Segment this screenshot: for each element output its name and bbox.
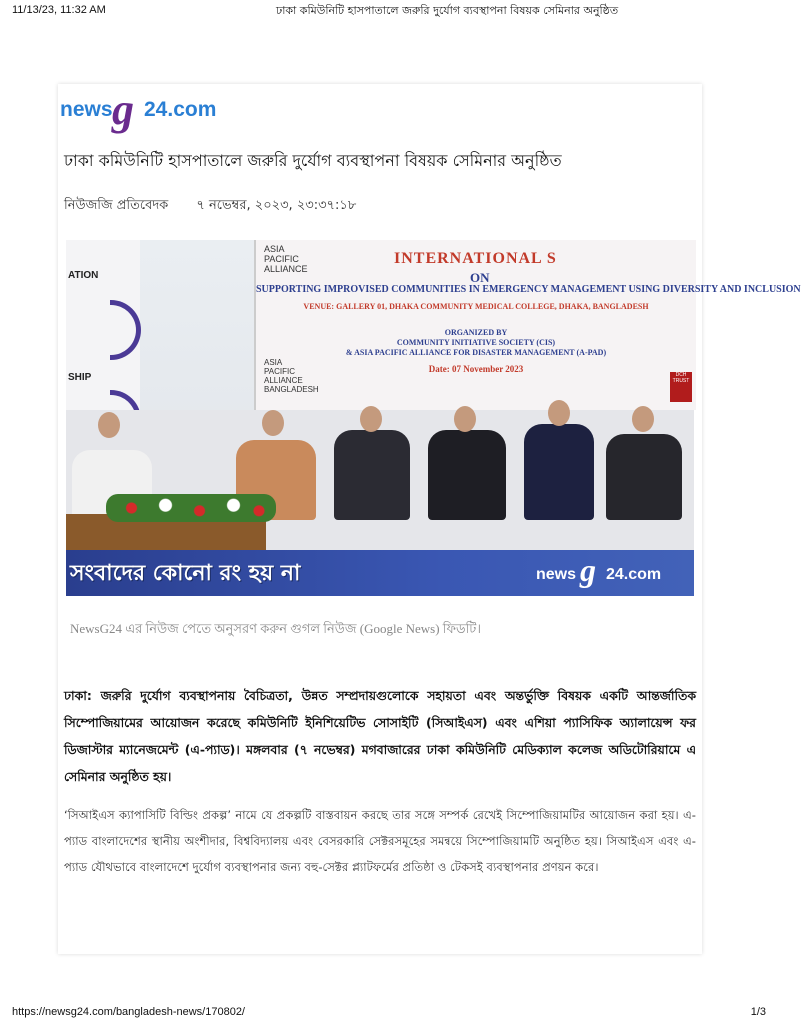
print-footer	[0, 1004, 784, 1024]
banner-on: ON	[470, 270, 490, 285]
panelist-head-4	[548, 400, 570, 426]
flower-arrangement	[106, 494, 276, 522]
panelist-head-2	[360, 406, 382, 432]
apa-bangladesh-logo-text: ASIA PACIFIC ALLIANCE BANGLADESH	[264, 358, 319, 394]
article-date: ৭ নভেম্বর, ২০২৩, ২৩:৩৭:১৮	[196, 198, 357, 213]
event-backdrop-banner	[254, 240, 801, 410]
panelist-figure-5	[606, 434, 682, 520]
slogan-text: সংবাদের কোনো রং হয় না	[70, 561, 301, 586]
speaker-head	[98, 412, 120, 438]
panelist-head-1	[262, 410, 284, 436]
left-banner-text-2: SHIP	[68, 372, 92, 383]
banner-organized-by: ORGANIZED BY	[444, 328, 508, 337]
article-meta	[64, 196, 356, 217]
print-page-title: ঢাকা কমিউনিটি হাসপাতালে জরুরি দুর্যোগ ব্যবস্থাপনা বিষয়ক সেমিনার অনুষ্ঠিত	[276, 4, 619, 17]
banner-org-2: & ASIA PACIFIC ALLIANCE FOR DISASTER MANAGEMENT (A-PAD)	[345, 348, 607, 357]
panelist-figure-2	[334, 430, 410, 520]
article-author: নিউজজি প্রতিবেদক	[64, 198, 169, 213]
print-timestamp: 11/13/23, 11:32 AM	[12, 4, 106, 16]
apa-logo-text: ASIA PACIFIC ALLIANCE	[264, 244, 308, 274]
slogan-strip	[66, 550, 694, 596]
print-page-number: 1/3	[750, 1006, 766, 1018]
article-body-paragraph: ‘সিআইএস ক্যাপাসিটি বিল্ডিং প্রকল্প’ নামে যে প্রকল্পটি বাস্তবায়ন করছে তার সঙ্গে সম্পর্ক রেখেই সিম্পোজিয়ামটির আয়োজন করা হয়। এ-প্যাড বাংলাদেশের স্থানীয় অংশীদার, বিশ্ববিদ্যালয় এবং বেসরকারি সেক্টরসমূহের সমন্বয়ে সিম্পোজিয়ামটি অনুষ্ঠিত হয়। সিআইএস এবং এ-প্যাড যৌথভাবে বাংলাদেশে দুর্যোগ ব্যবস্থাপনার জন্য বহু-সেক্টর প্ল্যাটফর্মের প্রতিষ্ঠা ও টেকসই ব্যবস্থাপনার প্রণয়ন করে।	[64, 808, 696, 874]
left-banner-text-1: ATION	[68, 270, 99, 281]
print-header	[0, 0, 784, 20]
strip-logo-g: g	[580, 552, 596, 588]
stage-scene	[66, 410, 694, 550]
panelist-figure-3	[428, 430, 506, 520]
article-headline: ঢাকা কমিউনিটি হাসপাতালে জরুরি দুর্যোগ ব্যবস্থাপনা বিষয়ক সেমিনার অনুষ্ঠিত	[64, 151, 562, 170]
google-news-follow-link[interactable]: NewsG24 এর নিউজ পেতে অনুসরণ করুন গুগল নিউজ (Google News) ফিডটি।	[70, 621, 482, 636]
left-banner-ring	[110, 300, 141, 360]
banner-subtitle: SUPPORTING IMPROVISED COMMUNITIES IN EMERGENCY MANAGEMENT USING DIVERSITY AND INCLUSION	[256, 284, 801, 295]
banner-title: INTERNATIONAL S	[394, 250, 557, 267]
print-url: https://newsg24.com/bangladesh-news/170802/	[12, 1006, 245, 1018]
panelist-head-3	[454, 406, 476, 432]
article-page	[58, 84, 801, 954]
panelist-figure-4	[524, 424, 594, 520]
banner-org-1: COMMUNITY INITIATIVE SOCIETY (CIS)	[396, 338, 556, 347]
logo-domain: 24.com	[144, 98, 217, 121]
strip-logo-news: news	[536, 566, 577, 583]
banner-venue: VENUE: GALLERY 01, DHAKA COMMUNITY MEDICAL COLLEGE, DHAKA, BANGLADESH	[303, 302, 649, 311]
article-lead-paragraph: ঢাকা: জরুরি দুর্যোগ ব্যবস্থাপনায় বৈচিত্রতা, উন্নত সম্প্রদায়গুলোকে সহায়তা এবং অন্তর্ভুক্তি বিষয়ক একটি আন্তর্জাতিক সিম্পোজিয়ামের আয়োজন করেছে কমিউনিটি ইনিশিয়েটিভ সোসাইটি (সিআইএস) এবং এশিয়া প্যাসিফিক অ্যালায়েন্স ফর ডিজাস্টার ম্যানেজমেন্ট (এ-প্যাড)। মঙ্গলবার (৭ নভেম্বর) মগবাজারের ঢাকা কমিউনিটি মেডিক্যাল কলেজ অডিটোরিয়ামে এ সেমিনার অনুষ্ঠিত হয়।	[64, 688, 696, 784]
logo-news: news	[60, 98, 113, 121]
banner-date: Date: 07 November 2023	[428, 364, 524, 374]
strip-logo-domain: 24.com	[606, 566, 662, 583]
article-photo	[66, 240, 801, 596]
logo-g: g	[112, 85, 134, 134]
site-logo[interactable]	[60, 86, 260, 138]
dch-trust-badge: DCH TRUST	[670, 372, 692, 402]
panelist-head-5	[632, 406, 654, 432]
